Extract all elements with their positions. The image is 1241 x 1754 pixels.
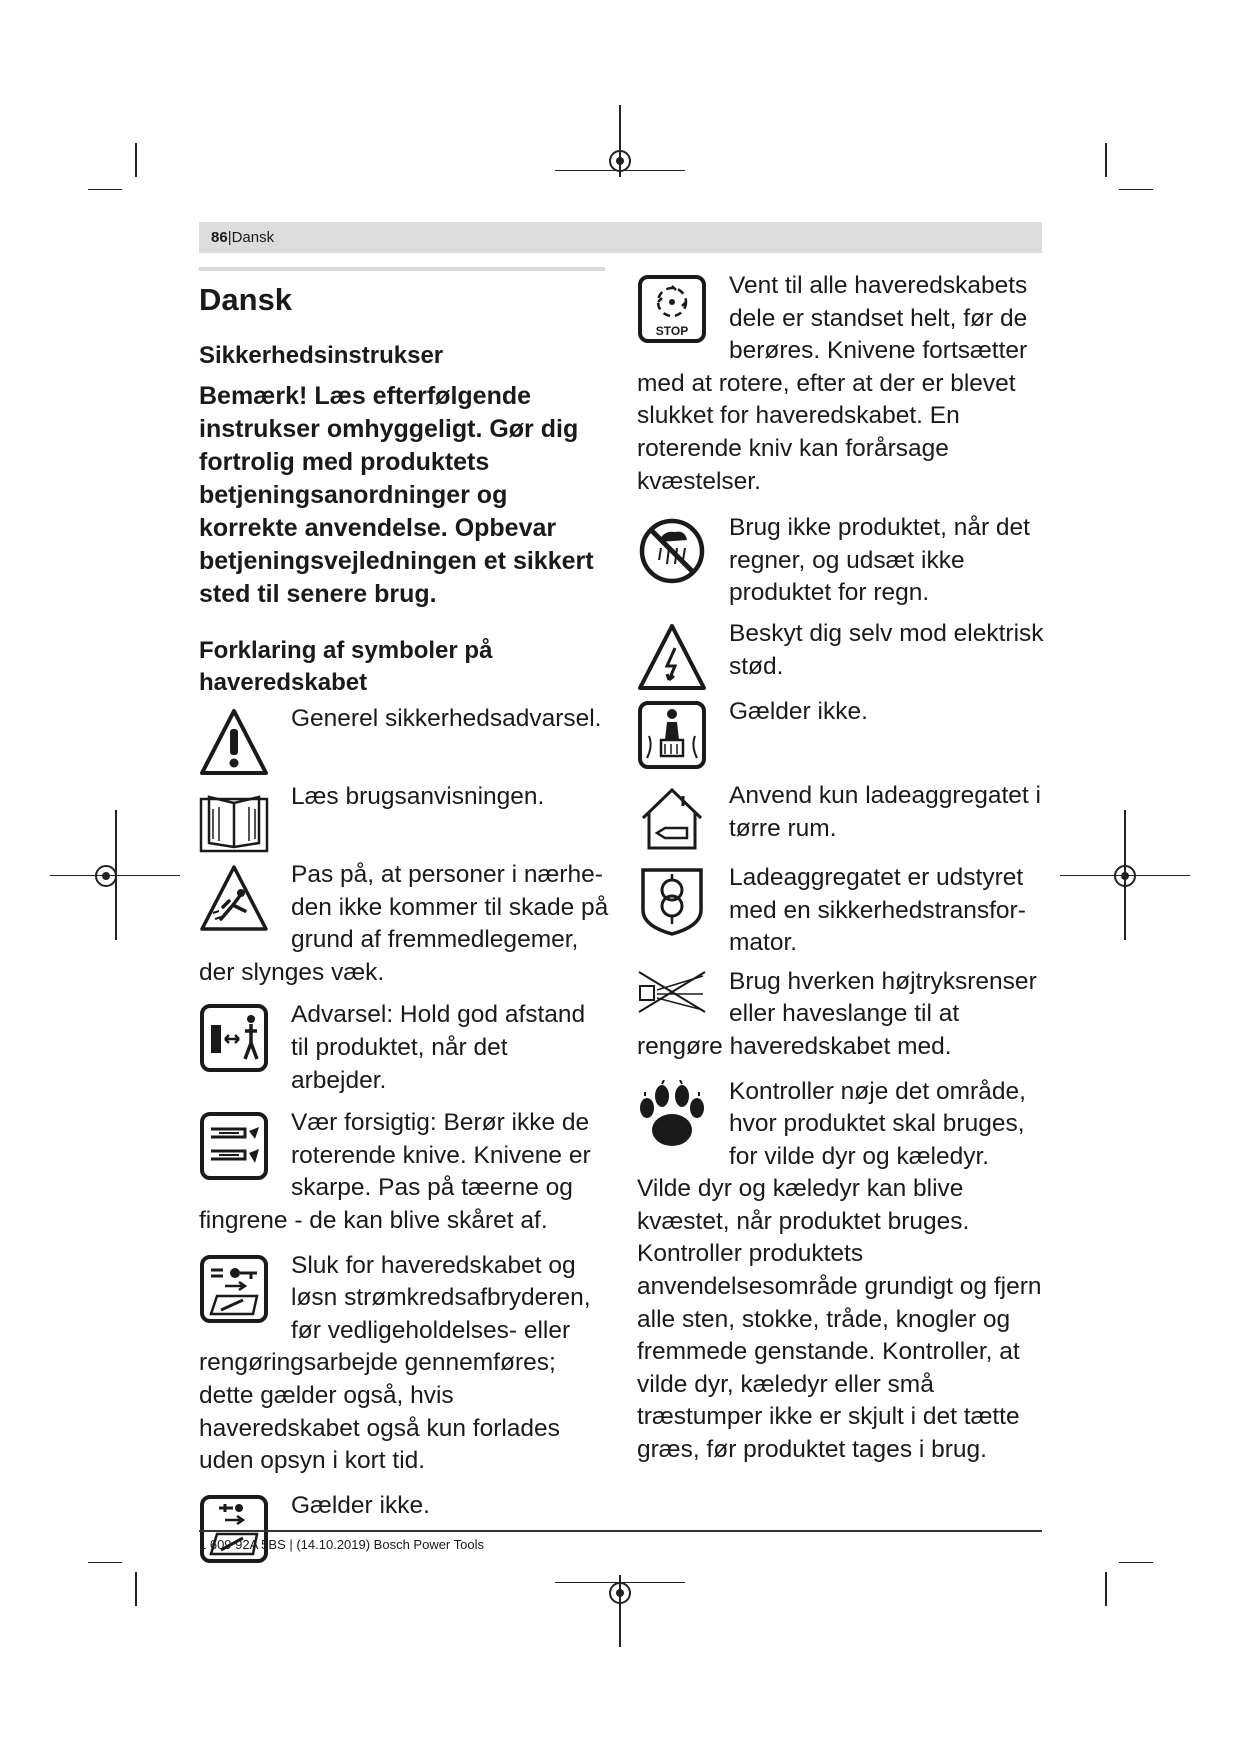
indoor-charger-icon xyxy=(637,784,707,854)
page-footer: 1 609 92A 5BS | (14.10.2019) Bosch Power Tools xyxy=(199,1537,484,1552)
warning-triangle-icon xyxy=(199,707,269,777)
symbol-item: Pas på, at personer i nærheden ikke kommer til skade på grund af fremmedlegemer, der slynges væk. xyxy=(199,861,609,986)
safety-notice: Bemærk! Læs efterfølgende instrukser omhyggeligt. Gør dig fortrolig med produktets betjeningsanordninger og korrekte anvendelse. Opbevar betjeningsvejledningen et sikkert sted til senere brug. xyxy=(199,382,594,608)
symbol-item: Læs brugsanvisningen. xyxy=(199,781,609,859)
symbol-item: Generel sikkerhedsadvarsel. xyxy=(199,703,609,781)
no-rain-icon xyxy=(637,516,707,586)
read-manual-icon xyxy=(199,785,269,855)
symbol-item: Advarsel: Hold god afstand til produktet, når det arbejder. xyxy=(199,999,609,1097)
right-column xyxy=(637,270,1047,1467)
symbol-item: Brug hverken højtryksrenser eller haveslange til at rengøre haveredskabet med. xyxy=(637,967,1037,1060)
symbol-item: Beskyt dig selv mod elektrisk stød. xyxy=(637,618,1047,696)
symbol-item: Vær forsigtig: Berør ikke de roterende knive. Knivene er skarpe. Pas på tæerne og fingrene - de kan blive skåret af. xyxy=(199,1109,591,1234)
left-column xyxy=(199,280,609,1568)
wait-stop-icon xyxy=(637,274,707,344)
symbol-item: Ladeaggregatet er udstyret med en sikkerhedstransformator. xyxy=(637,862,1047,960)
page-header xyxy=(199,222,1042,253)
symbol-item: STOP Vent til alle haveredskabets dele er standset helt, før de berøres. Knivene fortsætter med at rotere, efter at der er blevet slukket for haveredskabet. En roterende kniv kan forårsage kvæstelser. xyxy=(637,272,1028,495)
switch-off-before-maintenance-icon xyxy=(199,1254,269,1324)
page-title: Dansk xyxy=(199,282,293,317)
paw-icon xyxy=(637,1080,707,1150)
no-water-jet-icon xyxy=(637,970,707,1014)
not-applicable-maintenance-icon xyxy=(199,1494,269,1564)
person-with-mower-icon xyxy=(637,700,707,770)
page-number: 86 xyxy=(211,229,228,246)
section-separator xyxy=(199,267,605,271)
symbol-item: Gælder ikke. xyxy=(637,696,1047,774)
header-divider: | xyxy=(227,229,232,246)
header-language: Dansk xyxy=(231,229,275,246)
symbol-item: Gælder ikke. xyxy=(199,1490,609,1568)
safety-heading: Sikkerhedsinstrukser xyxy=(199,342,444,369)
safety-transformer-icon xyxy=(637,866,707,936)
thrown-objects-icon xyxy=(199,863,269,933)
electric-shock-icon xyxy=(637,622,707,692)
rotating-blades-icon xyxy=(199,1111,269,1181)
stop-label: STOP xyxy=(655,324,689,338)
keep-distance-icon xyxy=(199,1003,269,1073)
symbol-item: Sluk for haveredskabet og løsn strømkredsafbryderen, før vedligeholdelses- eller rengøringsarbejde gennemføres; dette gælder også, hvis haveredskabet også kun forlades uden opsyn i kort tid. xyxy=(199,1251,591,1475)
symbols-heading: Forklaring af symboler på haveredskabet xyxy=(199,637,493,696)
symbol-item: Kontroller nøje det område, hvor produktet skal bruges, for vilde dyr og kæledyr. Vilde dyr og kæledyr kan blive kvæstet, når produktet bruges. Kontroller produktets anvendelsesområde grundigt og fjern alle sten, stokke, tråde, knogler og fremmede genstande. Kontroller, at vilde dyr, kæledyr eller små træstumper ikke er skjult i det tætte græs, før produktet tages i brug. xyxy=(637,1077,1042,1464)
symbol-item: Anvend kun ladeaggregatet i tørre rum. xyxy=(637,780,1047,858)
footer-rule xyxy=(199,1530,1042,1532)
symbol-item: Brug ikke produktet, når det regner, og udsæt ikke produktet for regn. xyxy=(637,512,1047,610)
